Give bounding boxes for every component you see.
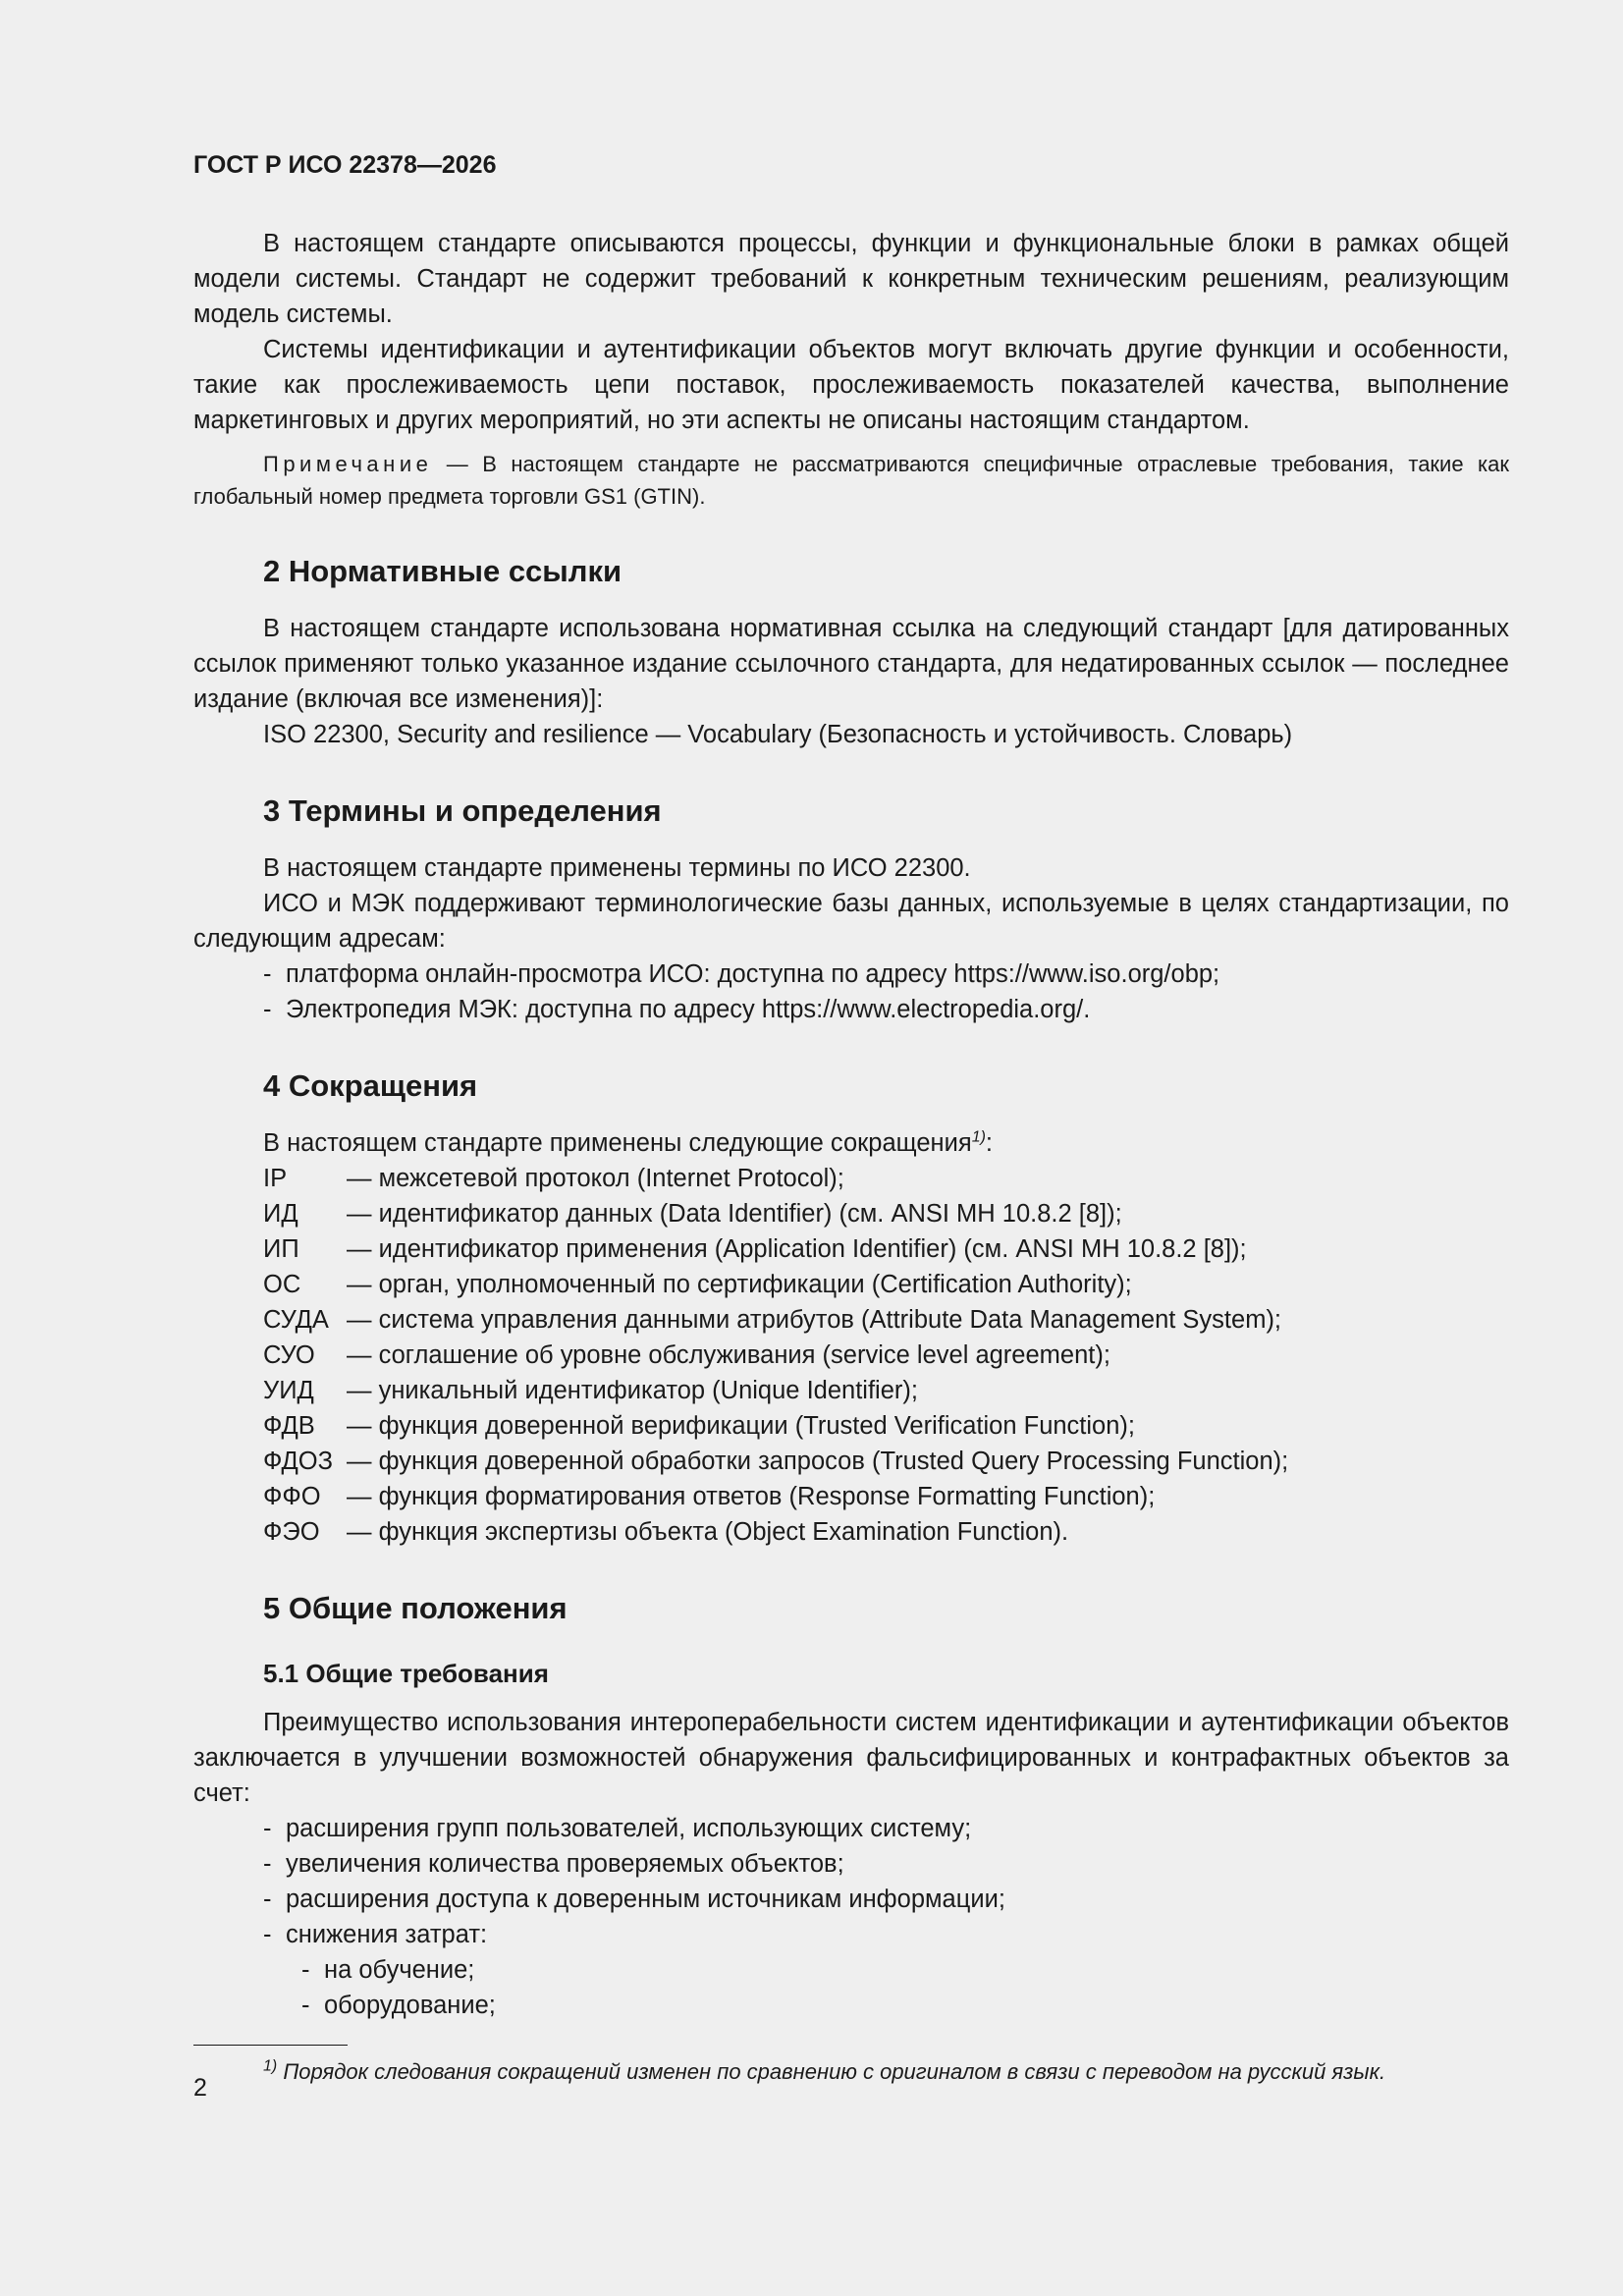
abbreviation-row: ФФО — функция форматирования ответов (Response Formatting Function); — [263, 1483, 1156, 1510]
note — [193, 448, 1509, 513]
list-item: - снижения затрат: — [263, 1921, 488, 1948]
abbreviation-row: IP — межсетевой протокол (Internet Protocol); — [263, 1165, 844, 1192]
abbreviation-row: ФДВ — функция доверенной верификации (Trusted Verification Function); — [263, 1412, 1136, 1440]
list-item: - Электропедия МЭК: доступна по адресу https://www.electropedia.org/. — [263, 996, 1091, 1023]
note-label: Примечание — [263, 452, 433, 476]
abbreviation-row: УИД — уникальный идентификатор (Unique Identifier); — [263, 1377, 918, 1404]
footnote-mark: 1) — [263, 2057, 278, 2075]
footnote-divider — [193, 2045, 348, 2046]
footnote: $^{1)}$ Порядок следования сокращений изменен по сравнению с оригиналом в связи с переводом на русский язык. — [263, 2057, 1386, 2084]
subsection-5-1-heading: 5.1 Общие требования — [263, 1659, 549, 1688]
section-3-paragraph-1: В настоящем стандарте применены термины по ИСО 22300. — [263, 854, 971, 882]
list-item: - расширения групп пользователей, использующих систему; — [263, 1815, 972, 1842]
section-3-paragraph-2: ИСО и МЭК поддерживают терминологические базы данных, используемые в целях стандартизации, по следующим адресам: — [193, 890, 1509, 953]
section-4-heading: 4 Сокращения — [263, 1068, 478, 1103]
footnote-reference: 1) — [971, 1128, 986, 1146]
section-2-heading: 2 Нормативные ссылки — [263, 554, 622, 588]
section-2-paragraph: В настоящем стандарте использована нормативная ссылка на следующий стандарт [для датированных ссылок применяют только указанное издание ссылочного стандарта, для недатированных ссылок — последнее издание (включая все изменения)]: — [193, 615, 1509, 713]
abbreviation-row: ОС — орган, уполномоченный по сертификации (Certification Authority); — [263, 1271, 1132, 1298]
sub-list-item: - оборудование; — [301, 1992, 496, 2019]
section-5-paragraph: Преимущество использования интероперабельности систем идентификации и аутентификации объектов заключается в улучшении возможностей обнаружения фальсифицированных и контрафактных объектов за счет: — [193, 1709, 1509, 1807]
normative-reference: ISO 22300, Security and resilience — Vocabulary (Безопасность и устойчивость. Словарь) — [263, 721, 1293, 748]
abbreviations-intro: В настоящем стандарте применены следующие сокращения$^{1)}$: — [263, 1128, 994, 1157]
intro-paragraph-2: Системы идентификации и аутентификации объектов могут включать другие функции и особенности, такие как прослеживаемость цепи поставок, прослеживаемость показателей качества, выполнение маркетинговых и других мероприятий, но эти аспекты не описаны настоящим стандартом. — [193, 336, 1509, 434]
note-text: — В настоящем стандарте не рассматриваются специфичные отраслевые требования, такие как глобальный номер предмета торговли GS1 (GTIN). — [193, 452, 1509, 509]
abbreviation-row: ФЭО — функция экспертизы объекта (Object Examination Function). — [263, 1518, 1069, 1546]
sub-list-item: - на обучение; — [301, 1956, 475, 1984]
intro-paragraph-1: В настоящем стандарте описываются процессы, функции и функциональные блоки в рамках общей модели системы. Стандарт не содержит требований к конкретным техническим решениям, реализующим модель системы. — [193, 230, 1509, 328]
abbreviation-row: ИП — идентификатор применения (Application Identifier) (см. ANSI MH 10.8.2 [8]); — [263, 1235, 1247, 1263]
section-3-heading: 3 Термины и определения — [263, 793, 662, 828]
section-5-heading: 5 Общие положения — [263, 1591, 568, 1625]
page-number: 2 — [193, 2074, 207, 2102]
list-item: - расширения доступа к доверенным источникам информации; — [263, 1886, 1005, 1913]
document-header: ГОСТ Р ИСО 22378—2026 — [193, 151, 497, 179]
page-content — [193, 147, 1509, 2088]
abbreviation-row: ИД — идентификатор данных (Data Identifier) (см. ANSI MH 10.8.2 [8]); — [263, 1200, 1122, 1228]
list-item: - платформа онлайн-просмотра ИСО: доступна по адресу https://www.iso.org/obp; — [263, 960, 1220, 988]
abbreviation-row: СУО — соглашение об уровне обслуживания (service level agreement); — [263, 1341, 1110, 1369]
abbreviation-row: ФДОЗ — функция доверенной обработки запросов (Trusted Query Processing Function); — [263, 1448, 1289, 1475]
list-item: - увеличения количества проверяемых объектов; — [263, 1850, 844, 1878]
abbreviation-row: СУДА — система управления данными атрибутов (Attribute Data Management System); — [263, 1306, 1282, 1334]
